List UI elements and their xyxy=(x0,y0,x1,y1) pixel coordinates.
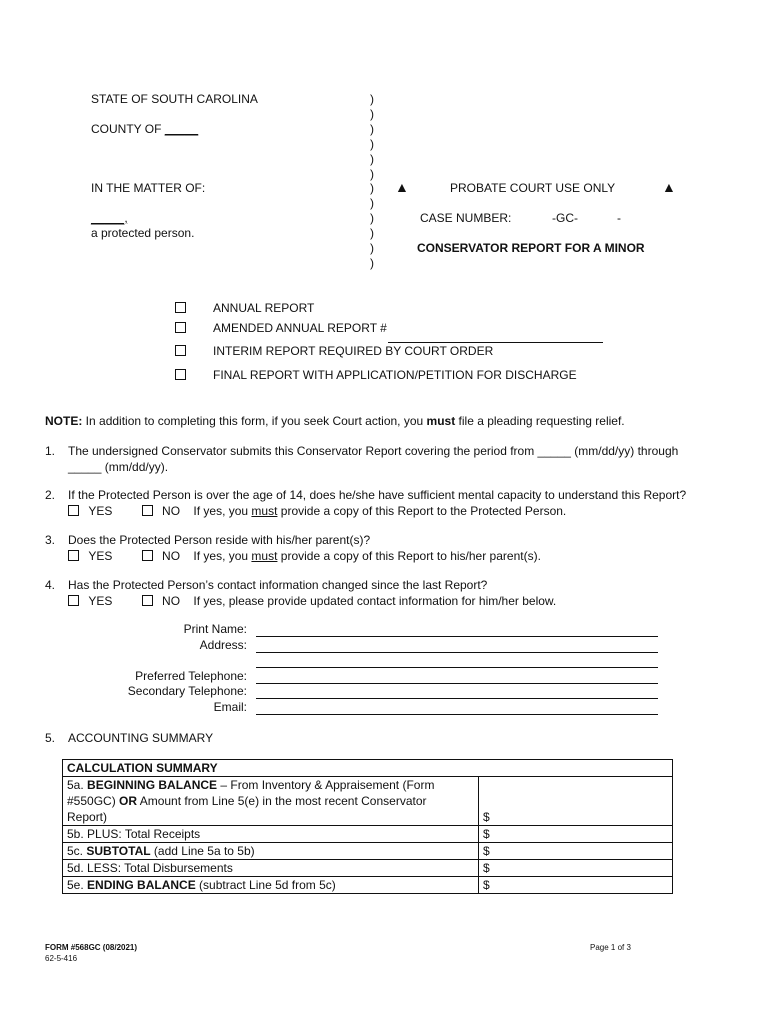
calc-5e-label: 5e. ENDING BALANCE (subtract Line 5d from 5c) xyxy=(63,877,479,894)
table-row xyxy=(63,777,673,826)
protected-name-blank[interactable]: _____, xyxy=(91,211,128,225)
caption-paren: ) xyxy=(370,151,374,166)
form-title: CONSERVATOR REPORT FOR A MINOR xyxy=(417,241,645,255)
case-number-dash: - xyxy=(617,211,621,225)
county-label: COUNTY OF _____ xyxy=(91,122,199,136)
address-field-1[interactable] xyxy=(256,652,658,653)
q1-text: The undersigned Conservator submits this Conservator Report covering the period from _____ (mm/dd/yy) through xyxy=(68,444,679,458)
secondary-telephone-label: Secondary Telephone: xyxy=(127,684,247,698)
caption-paren: ) xyxy=(370,181,374,196)
amended-report-checkbox[interactable] xyxy=(175,322,186,333)
calc-5a-amount[interactable]: $ xyxy=(479,777,673,826)
report-type-annual[interactable]: ANNUAL REPORT xyxy=(175,301,186,315)
footer-code: 62-5-416 xyxy=(45,954,78,963)
preferred-telephone-field[interactable] xyxy=(256,683,658,684)
calc-5b-amount[interactable]: $ xyxy=(479,826,673,843)
q5-title: ACCOUNTING SUMMARY xyxy=(68,731,214,745)
q1-end-date-blank[interactable]: _____ xyxy=(68,460,102,474)
note: NOTE: In addition to completing this form, if you seek Court action, you must file a pleading requesting relief. xyxy=(45,414,625,428)
triangle-right-icon: ▲ xyxy=(662,179,676,195)
q2-text: If the Protected Person is over the age of 14, does he/she have sufficient mental capacity to understand this Report? xyxy=(68,488,687,502)
case-number-label: CASE NUMBER: xyxy=(420,211,512,225)
email-label: Email: xyxy=(213,700,247,714)
q4-text: Has the Protected Person’s contact information changed since the last Report? xyxy=(68,578,488,592)
q4-yes-checkbox[interactable] xyxy=(68,595,79,606)
q4-options: YES NO If yes, please provide updated contact information for him/her below. xyxy=(68,594,556,608)
q5-number: 5. xyxy=(45,731,56,745)
q3-no-checkbox[interactable] xyxy=(142,550,153,561)
caption-paren: ) xyxy=(370,121,374,136)
caption-paren: ) xyxy=(370,255,374,270)
calc-5b-label: 5b. PLUS: Total Receipts xyxy=(63,826,479,843)
table-row xyxy=(63,860,673,877)
q2-yes-checkbox[interactable] xyxy=(68,505,79,516)
table-row xyxy=(63,877,673,894)
report-type-final[interactable]: FINAL REPORT WITH APPLICATION/PETITION FOR DISCHARGE xyxy=(175,368,186,382)
court-use-label: PROBATE COURT USE ONLY xyxy=(450,181,616,195)
q4-no-checkbox[interactable] xyxy=(142,595,153,606)
table-row xyxy=(63,826,673,843)
triangle-left-icon: ▲ xyxy=(395,179,409,195)
matter-label: IN THE MATTER OF: xyxy=(91,181,206,195)
caption-paren: ) xyxy=(370,106,374,121)
caption-paren: ) xyxy=(370,226,374,241)
q1-text-line2: _____ (mm/dd/yy). xyxy=(68,460,169,474)
caption-paren: ) xyxy=(370,196,374,211)
print-name-field[interactable] xyxy=(256,636,658,637)
secondary-telephone-field[interactable] xyxy=(256,698,658,699)
final-report-checkbox[interactable] xyxy=(175,369,186,380)
annual-report-checkbox[interactable] xyxy=(175,302,186,313)
address-field-2[interactable] xyxy=(256,667,658,668)
calc-5d-amount[interactable]: $ xyxy=(479,860,673,877)
q2-no-checkbox[interactable] xyxy=(142,505,153,516)
calc-5c-label: 5c. SUBTOTAL (add Line 5a to 5b) xyxy=(63,843,479,860)
calc-5c-amount[interactable]: $ xyxy=(479,843,673,860)
calc-header: CALCULATION SUMMARY xyxy=(63,760,673,777)
q1-number: 1. xyxy=(45,444,56,458)
calc-5a-label: 5a. BEGINNING BALANCE – From Inventory & Appraisement (Form #550GC) OR Amount from Line 5(e) in the most recent Conservator Report) xyxy=(63,777,479,826)
q2-number: 2. xyxy=(45,488,56,502)
preferred-telephone-label: Preferred Telephone: xyxy=(135,669,247,683)
table-row xyxy=(63,843,673,860)
address-label: Address: xyxy=(199,638,247,652)
print-name-label: Print Name: xyxy=(183,622,247,636)
email-field[interactable] xyxy=(256,714,658,715)
caption-paren: ) xyxy=(370,136,374,151)
caption-paren: ) xyxy=(370,211,374,226)
q3-yes-checkbox[interactable] xyxy=(68,550,79,561)
interim-report-checkbox[interactable] xyxy=(175,345,186,356)
caption-paren: ) xyxy=(370,241,374,255)
report-type-interim[interactable]: INTERIM REPORT REQUIRED BY COURT ORDER xyxy=(175,344,186,358)
q2-options: YES NO If yes, you must provide a copy of this Report to the Protected Person. xyxy=(68,504,566,518)
footer-form-number: FORM #568GC (08/2021) xyxy=(45,943,138,952)
protected-person-label: a protected person. xyxy=(91,226,195,240)
county-blank[interactable]: _____ xyxy=(164,122,199,136)
report-type-amended[interactable]: AMENDED ANNUAL REPORT # xyxy=(175,321,186,335)
state-label: STATE OF SOUTH CAROLINA xyxy=(91,92,258,106)
table-row xyxy=(63,760,673,777)
q3-number: 3. xyxy=(45,533,56,547)
calc-5d-label: 5d. LESS: Total Disbursements xyxy=(63,860,479,877)
q3-text: Does the Protected Person reside with his/her parent(s)? xyxy=(68,533,371,547)
caption-paren: ) xyxy=(370,166,374,181)
calculation-summary-table xyxy=(62,759,673,894)
footer-page-number: Page 1 of 3 xyxy=(590,943,631,952)
case-number-gc[interactable]: -GC- xyxy=(552,211,578,225)
amended-number-field[interactable] xyxy=(388,342,603,343)
calc-5e-amount[interactable]: $ xyxy=(479,877,673,894)
q3-options: YES NO If yes, you must provide a copy of this Report to his/her parent(s). xyxy=(68,549,541,563)
q4-number: 4. xyxy=(45,578,56,592)
caption-paren: ) xyxy=(370,92,374,106)
